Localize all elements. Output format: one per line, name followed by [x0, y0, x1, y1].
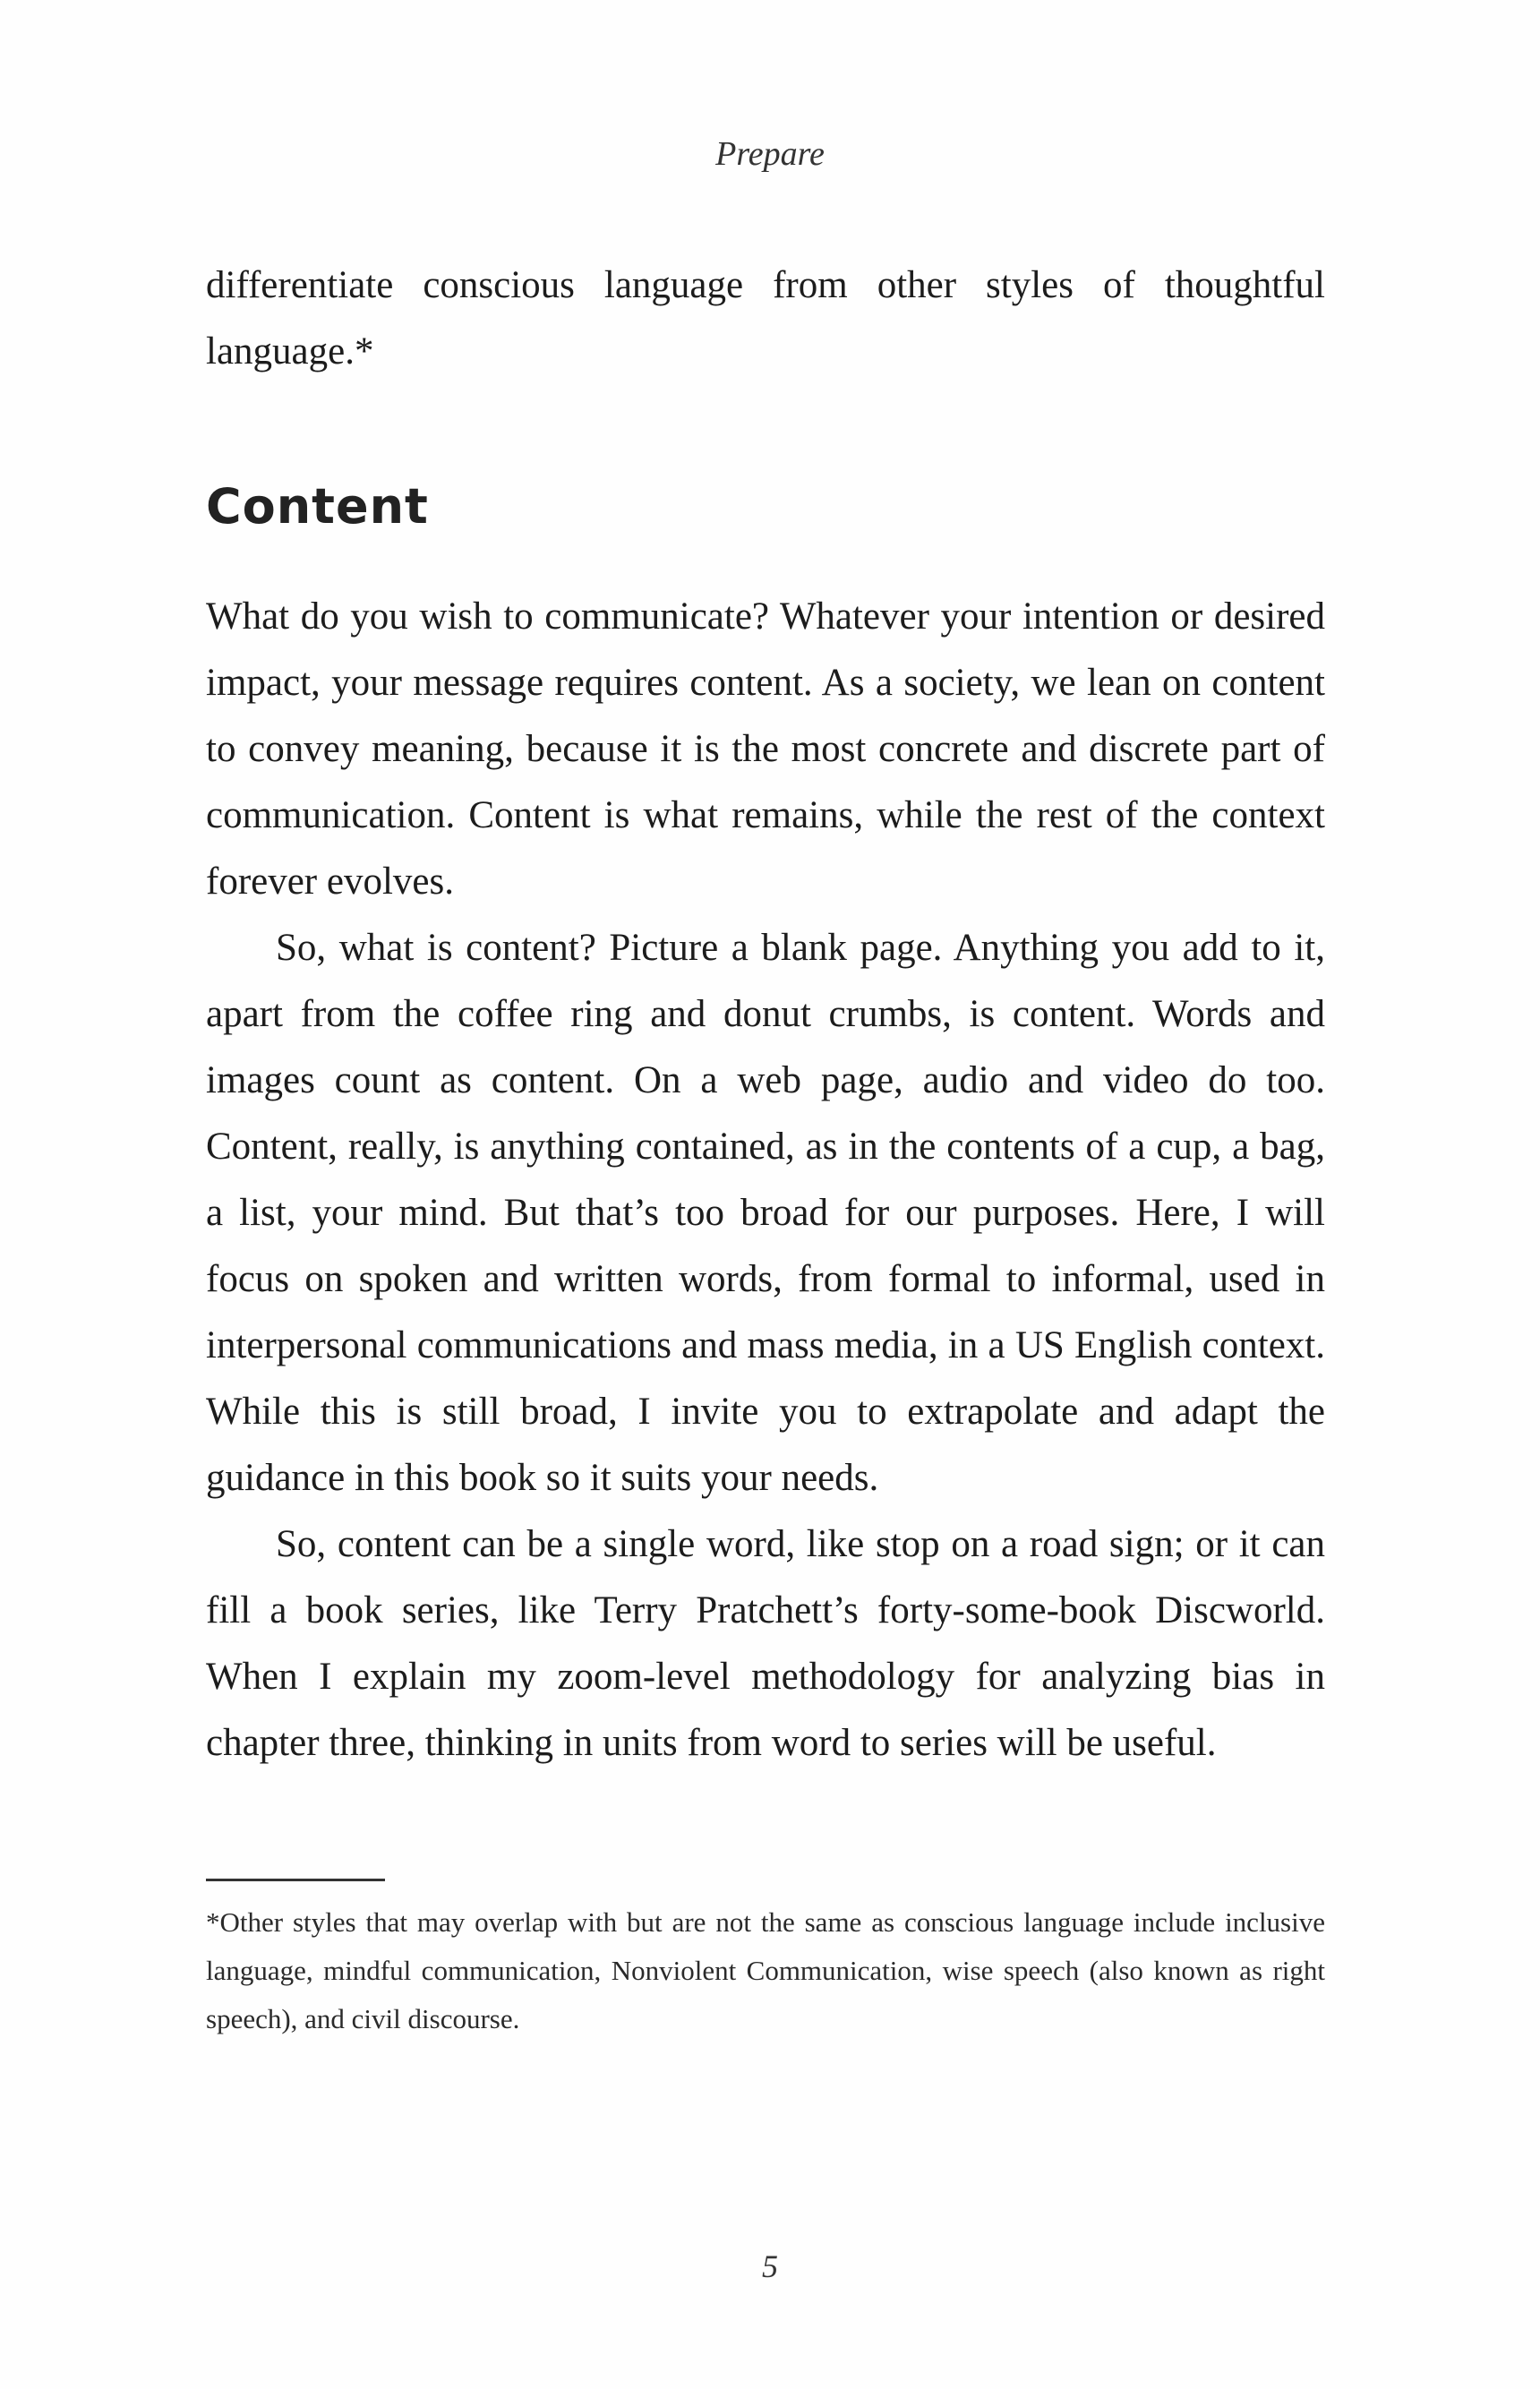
section-body [206, 584, 1325, 1777]
section-heading: Content [206, 478, 429, 535]
body-paragraph: What do you wish to communicate? Whatever your intention or desired impact, your message requires content. As a society, we lean on content to convey meaning, because it is the most concrete and discrete part of communication. Content is what remains, while the rest of the context forever evolves. [206, 595, 1325, 903]
footnote-divider [206, 1879, 385, 1881]
intro-text [206, 253, 1325, 385]
footnote: *Other styles that may overlap with but are not the same as conscious language include inclusive language, mindful communication, Nonviolent Communication, wise speech (also known as right speech), and civil discourse. [206, 1906, 1325, 2034]
body-paragraph: So, content can be a single word, like stop on a road sign; or it can fill a book series, like Terry Pratchett’s forty-some-book Discworld. When I explain my zoom-level methodology for analyzing bias in chapter three, thinking in units from word to series will be useful. [206, 1523, 1325, 1764]
page-number: 5 [762, 2248, 778, 2284]
running-head: Prepare [715, 135, 825, 173]
body-paragraph: So, what is content? Picture a blank page. Anything you add to it, apart from the coffee ring and donut crumbs, is content. Words and images count as content. On a web page, audio and video do too. Content, really, is anything contained, as in the contents of a cup, a bag, a list, your mind. But that’s too broad for our purposes. Here, I will focus on spoken and written words, from formal to informal, used in interpersonal communications and mass media, in a US English context. While this is still broad, I invite you to extrapolate and adapt the guidance in this book so it suits your needs. [206, 927, 1325, 1499]
intro-paragraph: differentiate conscious language from other styles of thoughtful language.* [206, 264, 1325, 372]
